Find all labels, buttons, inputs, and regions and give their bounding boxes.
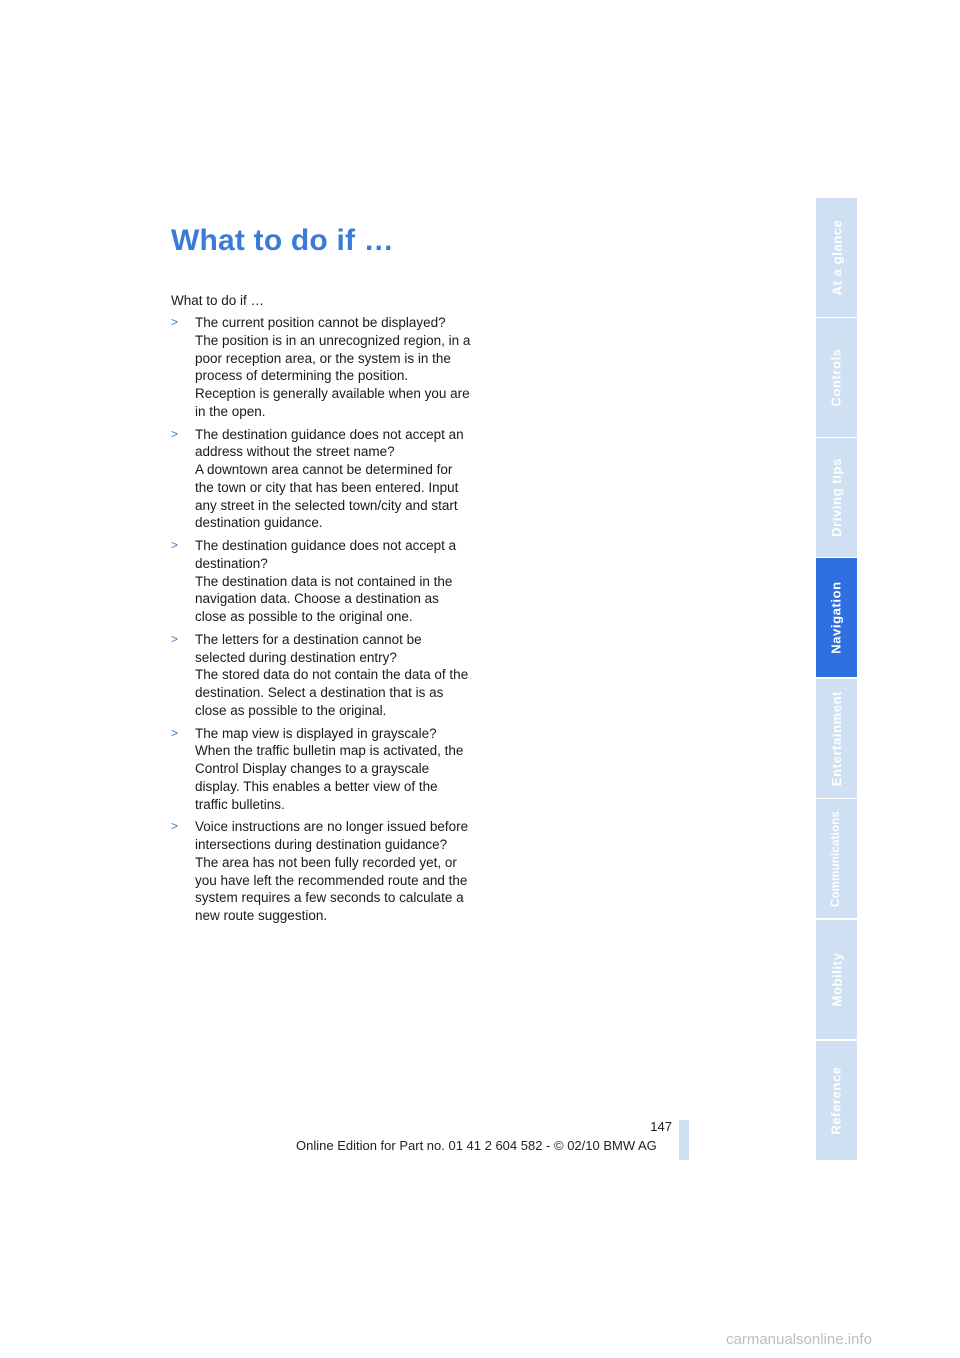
tab-label: Reference — [829, 1066, 844, 1135]
chapter-tabs — [816, 198, 857, 1160]
tab-label: Mobility — [829, 952, 844, 1007]
bullet-arrow-icon: > — [171, 631, 179, 646]
question-text: The current position cannot be displayed? — [195, 315, 446, 330]
page-title: What to do if … — [171, 224, 394, 257]
tab-label: Entertainment — [829, 690, 845, 787]
tab-navigation[interactable] — [816, 558, 857, 677]
tab-controls[interactable] — [816, 318, 857, 437]
question-text: Voice instructions are no longer issued before intersections during destination guidance? — [195, 819, 469, 852]
answer-text: The stored data do not contain the data of the destination. Select a destination that is as close as possible to the original. — [195, 667, 469, 718]
tab-label: Controls — [829, 348, 844, 407]
list-item — [171, 426, 471, 533]
list-item — [171, 725, 471, 814]
list-item — [171, 537, 471, 626]
bullet-arrow-icon: > — [171, 538, 179, 552]
page-marker-bar — [679, 1120, 689, 1160]
answer-text: The position is in an unrecognized region, in a poor reception area, or the system is in the process of determining the position. Reception is generally available when you are in the open. — [195, 332, 471, 419]
bullet-arrow-icon: > — [171, 819, 179, 834]
bullet-arrow-icon: > — [171, 426, 179, 441]
answer-text: The destination data is not contained in the navigation data. Choose a destination as close as possible to the original one. — [195, 573, 453, 624]
tab-entertainment[interactable] — [816, 679, 857, 798]
list-item — [171, 314, 471, 421]
tab-communications[interactable] — [816, 799, 857, 918]
question-text: The map view is displayed in grayscale? — [195, 725, 437, 741]
tab-at-a-glance[interactable] — [816, 198, 857, 317]
tab-mobility[interactable] — [816, 920, 857, 1039]
tab-reference[interactable] — [816, 1041, 857, 1160]
answer-text: When the traffic bulletin map is activated, the Control Display changes to a grayscale display. This enables a better view of the traffic bulletins. — [195, 743, 464, 812]
question-text: The destination guidance does not accept an address without the street name? — [195, 426, 464, 460]
tab-label: At a glance — [829, 219, 844, 296]
answer-text: A downtown area cannot be determined for the town or city that has been entered. Input any street in the selected town/city and start destination guidance. — [195, 462, 459, 531]
tab-label: Navigation — [829, 581, 844, 654]
page-number: 147 — [650, 1119, 672, 1134]
bullet-arrow-icon: > — [171, 315, 179, 329]
watermark: carmanualsonline.info — [726, 1331, 872, 1348]
tab-driving-tips[interactable] — [816, 438, 857, 557]
footer-edition-text: Online Edition for Part no. 01 41 2 604 582 - © 02/10 BMW AG — [296, 1138, 657, 1153]
list-item — [171, 631, 471, 720]
list-item — [171, 818, 471, 925]
faq-list — [171, 314, 471, 930]
answer-text: The area has not been fully recorded yet, or you have left the recommended route and the system requires a few seconds to calculate a new route suggestion. — [195, 854, 468, 923]
intro-text: What to do if … — [171, 293, 265, 308]
tab-label: Communications — [830, 810, 843, 907]
question-text: The letters for a destination cannot be selected during destination entry? — [195, 631, 422, 665]
bullet-arrow-icon: > — [171, 725, 179, 740]
tab-label: Driving tips — [829, 458, 844, 537]
question-text: The destination guidance does not accept a destination? — [195, 538, 457, 571]
